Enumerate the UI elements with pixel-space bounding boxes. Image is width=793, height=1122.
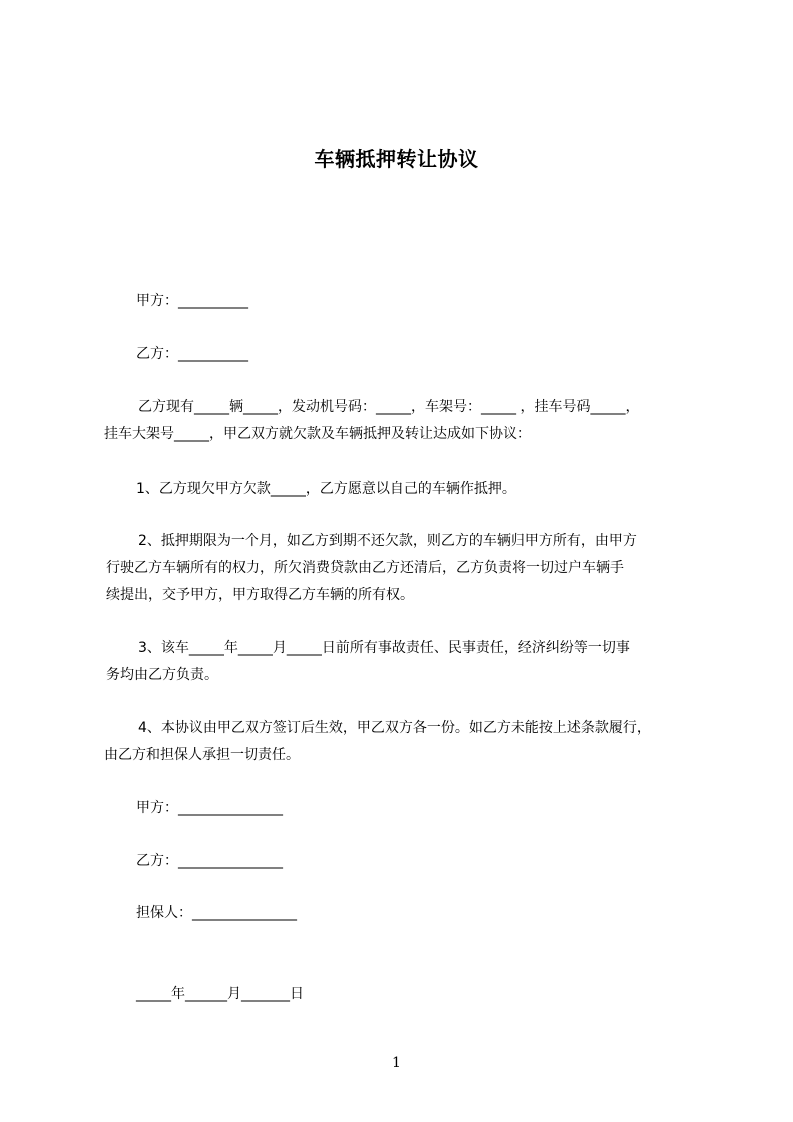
clause-4-line-2: 由乙方和担保人承担一切责任。 [104, 747, 300, 763]
clause-3-line-1: 3、该车_____年_____月_____日前所有事故责任、民事责任，经济纠纷等一切事 [138, 640, 630, 656]
page-number: 1 [392, 1055, 401, 1071]
intro-line-1: 乙方现有_____辆_____，发动机号码：_____，车架号：_____ ，挂车号码_____， [138, 399, 640, 415]
clause-2-line-2: 行驶乙方车辆所有的权力，所欠消费贷款由乙方还清后，乙方负责将一切过户车辆手 [106, 560, 624, 576]
party-a-line: 甲方：__________ [136, 293, 248, 309]
clause-4-line-1: 4、本协议由甲乙双方签订后生效，甲乙双方各一份。如乙方未能按上述条款履行， [138, 720, 651, 736]
party-b-line: 乙方：__________ [136, 346, 248, 362]
signature-party-a: 甲方：_______________ [136, 800, 283, 816]
document-title: 车辆抵押转让协议 [314, 147, 479, 171]
date-line: _____年______月_______日 [136, 986, 304, 1002]
clause-3-line-2: 务均由乙方负责。 [106, 667, 218, 683]
signature-party-b: 乙方：_______________ [136, 853, 283, 869]
clause-1-line-1: 1、乙方现欠甲方欠款_____，乙方愿意以自己的车辆作抵押。 [136, 481, 516, 497]
clause-2-line-1: 2、抵押期限为一个月，如乙方到期不还欠款，则乙方的车辆归甲方所有，由甲方 [138, 533, 637, 549]
clause-2-line-3: 续提出，交予甲方，甲方取得乙方车辆的所有权。 [106, 587, 414, 603]
intro-line-2: 挂车大架号_____，甲乙双方就欠款及车辆抵押及转让达成如下协议： [104, 426, 531, 442]
signature-guarantor: 担保人：_______________ [136, 905, 297, 921]
